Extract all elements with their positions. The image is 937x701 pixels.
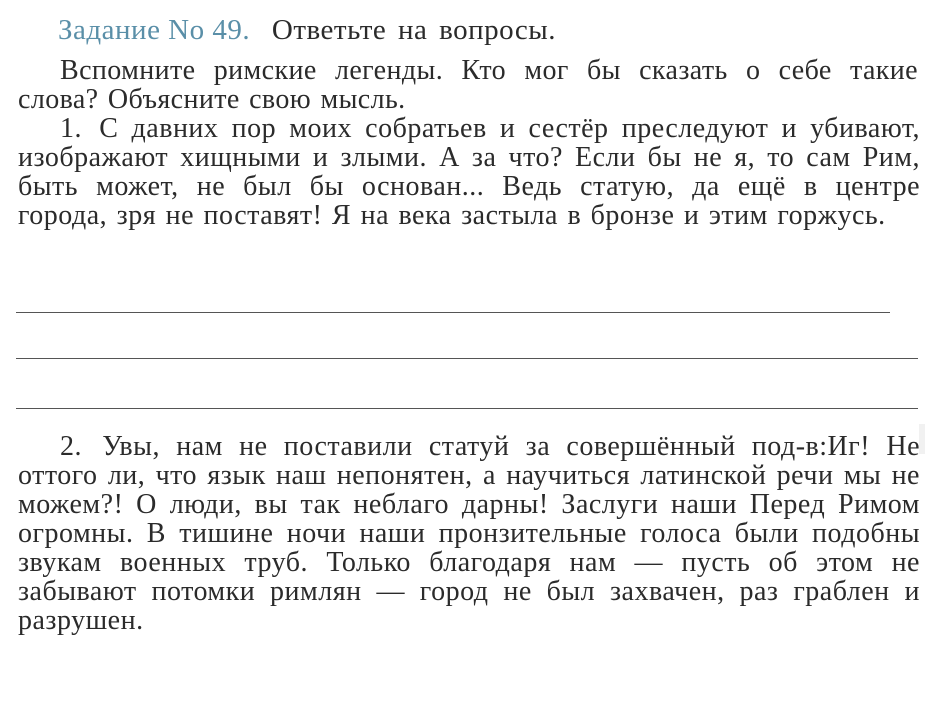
- task-number: Задание No 49.: [58, 14, 251, 46]
- riddle-1-text: С давних пор моих собратьев и сестёр преследуют и убивают, изображают хищными и злыми. А за что? Если бы не я, то сам Рим, быть может, не был бы основан... Ведь статую, да ещё в центре города, зря не поставят! Я на века застыла в бронзе и этим горжусь.: [18, 113, 920, 231]
- task-header: [58, 14, 556, 47]
- intro-paragraph: Вспомните римские легенды. Кто мог бы сказать о себе такие слова? Объясните свою мысль.: [18, 55, 918, 115]
- riddle-2-number: 2.: [60, 431, 82, 462]
- riddle-1-number: 1.: [60, 113, 82, 144]
- task-instruction: Ответьте на вопросы.: [271, 14, 556, 46]
- answer-line-2[interactable]: [16, 358, 918, 359]
- riddle-1: [18, 114, 920, 230]
- answer-line-3[interactable]: [16, 408, 918, 409]
- riddle-2: [18, 432, 920, 635]
- riddle-2-text: Увы, нам не поставили статуй за совершённый под-в:Иг! Не оттого ли, что язык наш непонятен, а научиться латинской речи мы не можем?! О люди, вы так неблаго дарны! Заслуги наши Перед Римом огромны. В тишине ночи наши пронзительные голоса были подобны звукам военных труб. Только благодаря нам — пусть об этом не забывают потомки римлян — город не был захвачен, раз граблен и разрушен.: [18, 431, 920, 636]
- answer-line-1[interactable]: [16, 312, 890, 313]
